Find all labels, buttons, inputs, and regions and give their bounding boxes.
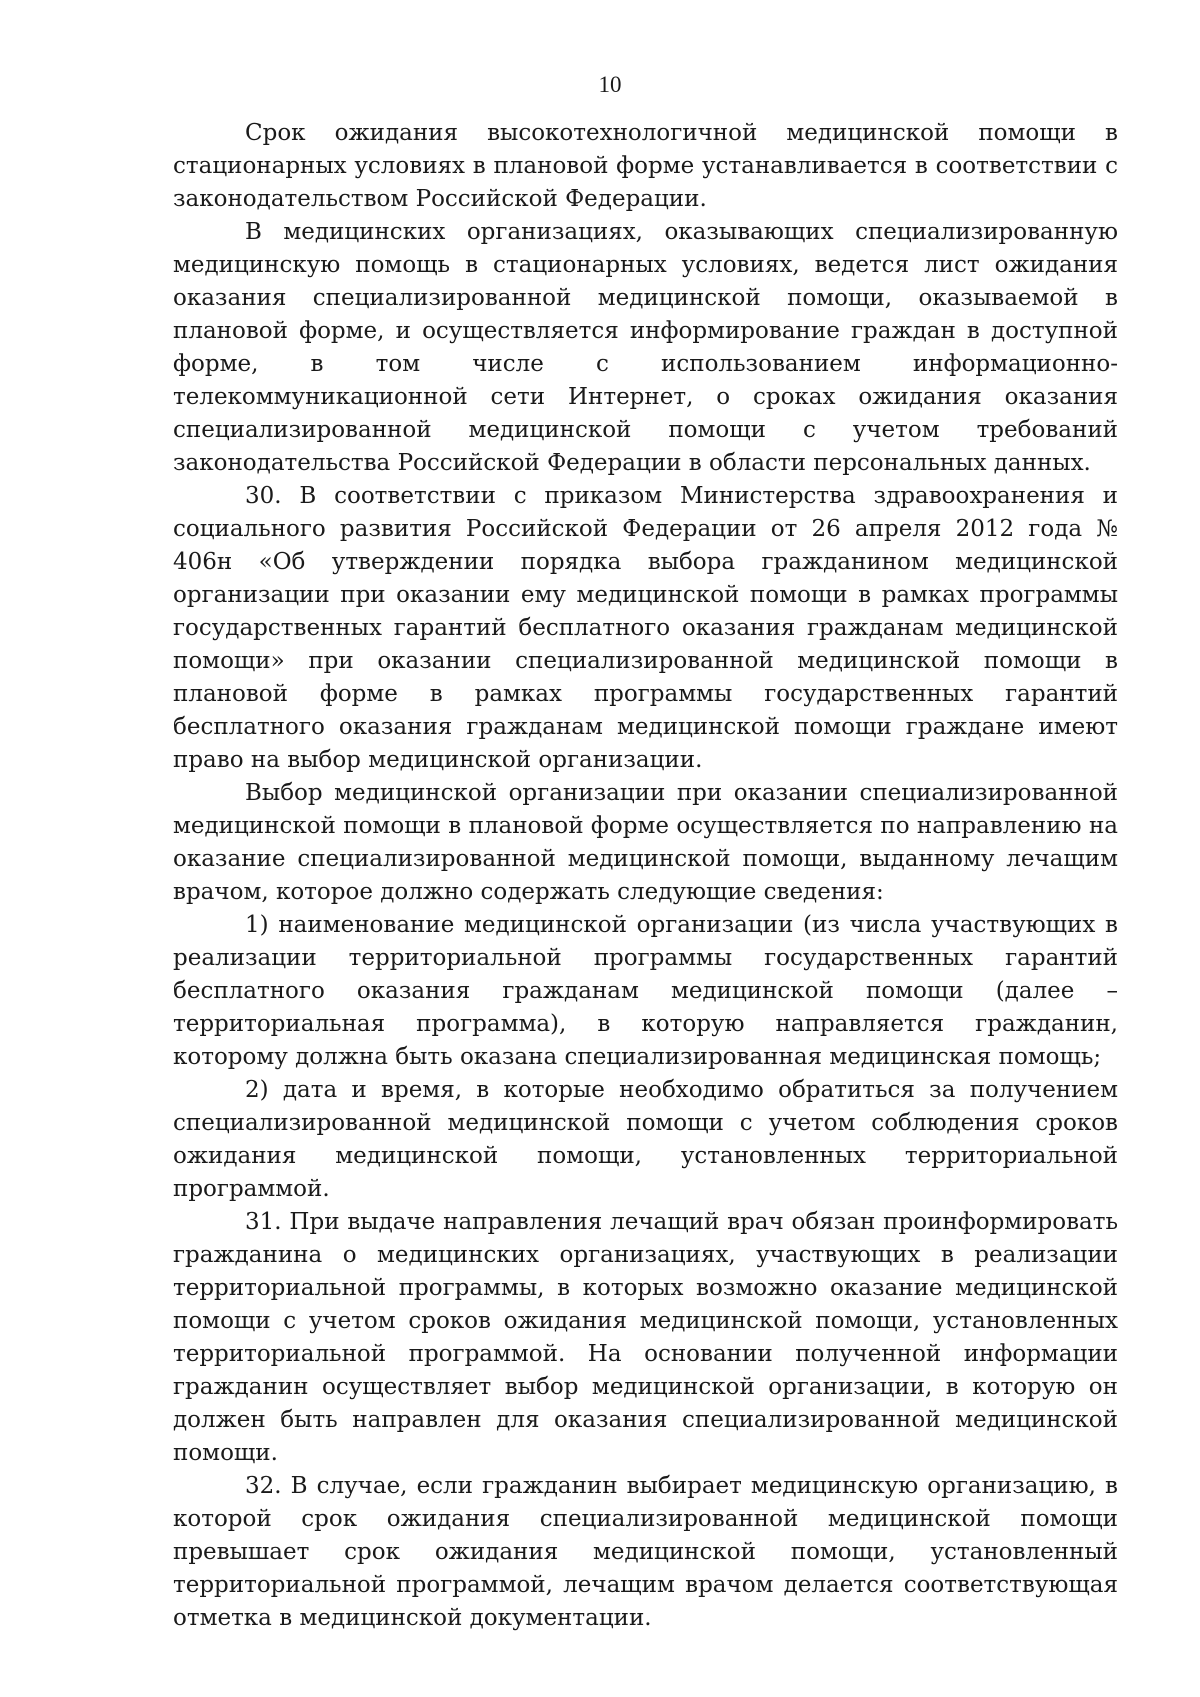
- paragraph-waiting-list: В медицинских организациях, оказывающих специализированную медицинскую помощь в стационарных условиях, ведется лист ожидания оказания специализированной медицинской помощи, оказываемой в плановой форме, и осуществляется информирование граждан в доступной форме, в том числе с использованием информационно-телекоммуникационной сети Интернет, о сроках ожидания оказания специализированной медицинской помощи с учетом требований законодательства Российской Федерации в области персональных данных.: [173, 219, 1118, 476]
- paragraph-waiting-time-high-tech: Срок ожидания высокотехнологичной медицинской помощи в стационарных условиях в плановой форме устанавливается в соответствии с законодательством Российской Федерации.: [173, 120, 1118, 212]
- list-item-1-organization-name: 1) наименование медицинской организации (из числа участвующих в реализации территориальной программы государственных гарантий бесплатного оказания гражданам медицинской помощи (далее – территориальная программа), в которую направляется гражданин, которому должна быть оказана специализированная медицинская помощь;: [173, 912, 1118, 1070]
- paragraph-31-doctor-informing: 31. При выдаче направления лечащий врач обязан проинформировать гражданина о медицинских организациях, участвующих в реализации территориальной программы, в которых возможно оказание медицинской помощи с учетом сроков ожидания медицинской помощи, установленных территориальной программой. На основании полученной информации гражданин осуществляет выбор медицинской организации, в которую он должен быть направлен для оказания специализированной медицинской помощи.: [173, 1209, 1118, 1466]
- paragraph-30-choice-right: 30. В соответствии с приказом Министерства здравоохранения и социального развития Российской Федерации от 26 апреля 2012 года № 406н «Об утверждении порядка выбора гражданином медицинской организации при оказании ему медицинской помощи в рамках программы государственных гарантий бесплатного оказания гражданам медицинской помощи» при оказании специализированной медицинской помощи в плановой форме в рамках программы государственных гарантий бесплатного оказания гражданам медицинской помощи граждане имеют право на выбор медицинской организации.: [173, 483, 1118, 773]
- document-body: [173, 117, 1118, 1635]
- list-item-2-date-time: 2) дата и время, в которые необходимо обратиться за получением специализированной медицинской помощи с учетом соблюдения сроков ожидания медицинской помощи, установленных территориальной программой.: [173, 1077, 1118, 1202]
- page-number: 10: [598, 72, 622, 97]
- paragraph-32-exceeded-waiting: 32. В случае, если гражданин выбирает медицинскую организацию, в которой срок ожидания специализированной медицинской помощи превышает срок ожидания медицинской помощи, установленный территориальной программой, лечащим врачом делается соответствующая отметка в медицинской документации.: [173, 1473, 1118, 1631]
- paragraph-referral-content: Выбор медицинской организации при оказании специализированной медицинской помощи в плановой форме осуществляется по направлению на оказание специализированной медицинской помощи, выданному лечащим врачом, которое должно содержать следующие сведения:: [173, 780, 1118, 905]
